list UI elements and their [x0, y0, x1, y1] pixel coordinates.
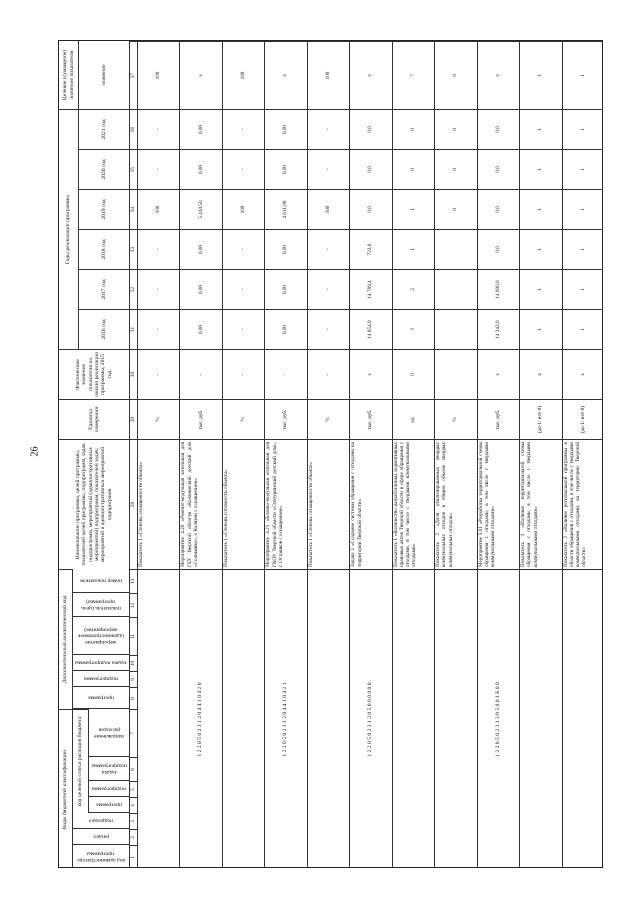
- table-cell-target: x: [179, 41, 221, 109]
- table-cell-y2017: 1: [519, 269, 561, 309]
- table-cell-fact: -: [179, 349, 221, 399]
- table-cell-fact: x: [519, 349, 561, 399]
- table-cell-y2019: 5 410,50: [179, 189, 221, 229]
- column-number: 2: [129, 829, 137, 845]
- table-cell-y2016: 14 854,9: [349, 309, 391, 349]
- table-cell-y2021: 0,0: [349, 109, 391, 149]
- table-cell-name: Показатель 2 «Наличие региональной программы в области обращения с отходами, в том числе с твердыми коммунальными отходами, на территории Тверской области»: [562, 439, 603, 569]
- table-cell-code: [519, 569, 561, 868]
- table-cell-y2017: -: [137, 269, 179, 309]
- table-cell-y2020: 0,00: [264, 149, 306, 189]
- table-cell-fact: x: [477, 349, 519, 399]
- table-cell-code: 1 2 2 0 5 0 2 3 1 2 0 5 0 0 0 0 0 0: [349, 569, 391, 868]
- header-2021: 2021 год: [79, 109, 129, 149]
- table-cell-code: 1 2 2 0 5 0 2 3 1 2 0 5 0 0 1 Б 0 0: [477, 569, 519, 868]
- table-cell-name: Задача 5 «Создание системы обращения с отходами на территории Тверской области»: [349, 439, 391, 569]
- header-subsection: подраздел: [73, 813, 129, 829]
- header-admin-code: код администратора программы: [73, 845, 129, 868]
- table-cell-y2020: -: [222, 149, 264, 189]
- table-cell-y2020: 1: [519, 149, 561, 189]
- table-cell-y2018: 723,6: [349, 229, 391, 269]
- column-number: 35: [129, 149, 137, 189]
- table-cell-y2017: 0,00: [264, 269, 306, 309]
- table-cell-y2021: -: [307, 109, 349, 149]
- header-value: значение: [100, 64, 107, 86]
- table-cell-y2018: 1: [562, 229, 603, 269]
- table-cell-y2021: 0: [434, 109, 476, 149]
- column-number: 13: [129, 569, 137, 593]
- header-task-subprogram: задача подпрограммы: [89, 757, 129, 781]
- table-cell-target: 100: [137, 41, 179, 109]
- table-cell-name: Показатель 1 «Степень готовности объекта»: [222, 439, 264, 569]
- header-subprogram: подпрограмма: [89, 781, 129, 797]
- column-number: 9: [129, 671, 137, 687]
- column-number: 37: [129, 41, 137, 109]
- table-cell-unit: тыс. руб.: [477, 399, 519, 439]
- header-target-article: код целевой статьи расходов бюджета: [73, 709, 89, 813]
- header-kp-indicator-type: показатель (цель программы): [73, 593, 129, 617]
- table-cell-y2019: 1: [562, 189, 603, 229]
- table-cell-target: x: [477, 41, 519, 109]
- table-cell-y2017: 2: [392, 269, 434, 309]
- table-cell-unit: ед.: [392, 399, 434, 439]
- table-cell-code: [434, 569, 476, 868]
- table-cell-y2020: 0,0: [477, 149, 519, 189]
- header-years: Годы реализации программы: [59, 109, 79, 349]
- table-cell-y2020: 1: [562, 149, 603, 189]
- table-cell-y2017: 14 789,4: [349, 269, 391, 309]
- header-2017: 2017 год: [79, 269, 129, 309]
- table-cell-y2016: -: [307, 309, 349, 349]
- table-cell-unit: %: [434, 399, 476, 439]
- header-kp-subprogram: подпрограмма: [73, 671, 129, 687]
- header-codes-budget: Коды бюджетной классификации: [59, 709, 73, 868]
- table-cell-code: [137, 569, 179, 868]
- column-number: 5: [129, 781, 137, 797]
- table-cell-y2019: 1: [392, 189, 434, 229]
- table-cell-target: x: [264, 41, 306, 109]
- table-cell-target: 0: [434, 41, 476, 109]
- table-cell-name: Показатель 1 «Наличие территориальной схемы обращения с отходами, в том числе с твердыми коммунальными отходами»: [519, 439, 561, 569]
- table-cell-fact: x: [562, 349, 603, 399]
- table-cell-y2019: 100: [137, 189, 179, 229]
- table-cell-y2017: 14 000,0: [477, 269, 519, 309]
- table-cell-y2018: [434, 229, 476, 269]
- column-number: 11: [129, 617, 137, 655]
- column-number: 31: [129, 309, 137, 349]
- column-number: 1: [129, 845, 137, 868]
- table-cell-fact: 0: [392, 349, 434, 399]
- table-cell-y2018: -: [222, 229, 264, 269]
- table-cell-name: Показатель 1 «Количество разработанных нормативных правовых актов Тверской области в сфере обращения с отходами, в том числе с твердыми коммунальными отходами»: [392, 439, 434, 569]
- header-2016: 2016 год: [79, 309, 129, 349]
- table-cell-y2016: 1: [562, 309, 603, 349]
- table-cell-code: [307, 569, 349, 868]
- table-cell-code: [222, 569, 264, 868]
- table-cell-y2021: -: [222, 109, 264, 149]
- table-cell-y2019: 100: [222, 189, 264, 229]
- table-cell-y2017: -: [222, 269, 264, 309]
- table-cell-y2020: -: [307, 149, 349, 189]
- table-cell-y2019: 0,0: [349, 189, 391, 229]
- table-cell-fact: -: [222, 349, 264, 399]
- table-cell-y2020: 0,00: [179, 149, 221, 189]
- table-cell-y2021: -: [137, 109, 179, 149]
- column-number: 8: [129, 687, 137, 709]
- table-cell-y2021: 0,00: [264, 109, 306, 149]
- table-cell-y2016: 0,00: [179, 309, 221, 349]
- table-cell-y2020: -: [137, 149, 179, 189]
- header-fact: Фактическое значение показателя на начало реализации программы, 2015 год: [59, 349, 129, 399]
- table-cell-y2019: 0,0: [477, 189, 519, 229]
- table-cell-y2020: 0: [392, 149, 434, 189]
- table-cell-y2017: -: [307, 269, 349, 309]
- table-cell-target: 7: [392, 41, 434, 109]
- table-cell-target: 100: [307, 41, 349, 109]
- column-number: 3: [129, 813, 137, 829]
- table-cell-y2019: 100: [307, 189, 349, 229]
- table-cell-target: x: [349, 41, 391, 109]
- header-2018: 2018 год: [79, 229, 129, 269]
- column-number: 33: [129, 229, 137, 269]
- table-cell-target: 1: [519, 41, 561, 109]
- table-cell-unit: тыс. руб.: [179, 399, 221, 439]
- header-kp-indicator-num: номер показателя: [73, 569, 129, 593]
- table-cell-unit: %: [137, 399, 179, 439]
- column-number: 29: [129, 399, 137, 439]
- table-cell-y2018: -: [307, 229, 349, 269]
- header-target: Целевое (суммарное) значение показателя: [59, 41, 79, 109]
- column-number: 30: [129, 349, 137, 399]
- table-cell-fact: -: [137, 349, 179, 399]
- header-kp-task: задача подпрограммы: [73, 655, 129, 671]
- header-section: раздел: [73, 829, 129, 845]
- table-cell-y2021: 0,00: [179, 109, 221, 149]
- table-cell-fact: -: [307, 349, 349, 399]
- table-cell-y2021: 0,0: [477, 109, 519, 149]
- table-cell-y2018: 1: [519, 229, 561, 269]
- table-cell-code: 1 2 2 0 5 0 2 3 1 2 0 4 4 1 0 4 2 0: [179, 569, 221, 868]
- table-cell-name: Показатель 1 «Степень оснащенности объекта»: [307, 439, 349, 569]
- table-cell-name: Показатель 1 «Степень оснащенности объекта»: [137, 439, 179, 569]
- table-cell-y2020: 0: [434, 149, 476, 189]
- table-cell-y2016: 3: [392, 309, 434, 349]
- table-cell-y2018: 1: [392, 229, 434, 269]
- table-cell-unit: %: [222, 399, 264, 439]
- column-number: 34: [129, 189, 137, 229]
- column-number: 32: [129, 269, 137, 309]
- table-cell-fact: x: [349, 349, 391, 399]
- column-number: 28: [129, 439, 137, 569]
- table-cell-y2021: 1: [562, 109, 603, 149]
- table-cell-fact: -: [264, 349, 306, 399]
- table-cell-y2016: 1: [519, 309, 561, 349]
- table-cell-y2021: 0: [392, 109, 434, 149]
- table-cell-y2019: 1: [519, 189, 561, 229]
- rotated-table: [59, 41, 603, 868]
- column-number: 36: [129, 109, 137, 149]
- table-cell-target: 100: [222, 41, 264, 109]
- header-unit: Единица измерения: [59, 399, 129, 439]
- table-cell-name: Мероприятие 4.20 «Ремонт-модульная котельная для ГБУ Тверской области «Калязинский детский дом «Солнышко», г. Калязин с оснащением»: [179, 439, 221, 569]
- header-2020: 2020 год: [79, 149, 129, 189]
- column-number: 6: [129, 757, 137, 781]
- table-cell-code: 1 2 2 0 5 0 2 3 1 2 0 4 4 1 0 4 2 1: [264, 569, 306, 868]
- table-cell-y2018: 0,00: [264, 229, 306, 269]
- header-program: программа: [89, 797, 129, 813]
- table-cell-y2016: 14 242,0: [477, 309, 519, 349]
- table-cell-y2018: 0,0: [477, 229, 519, 269]
- header-2019: 2019 год: [79, 189, 129, 229]
- table-cell-name: Показатель 2 «Доля утилизированных твердых коммунальных отходов в общем объеме твердых коммунальных отходов»: [434, 439, 476, 569]
- table-cell-y2017: [434, 269, 476, 309]
- table-cell-target: 1: [562, 41, 603, 109]
- header-expense-direction: направление расходов: [89, 709, 129, 757]
- table-cell-y2018: -: [137, 229, 179, 269]
- landscape-table-scan: [58, 40, 603, 868]
- header-kp-event: мероприятие (административное мероприятие): [73, 617, 129, 655]
- table-cell-code: [392, 569, 434, 868]
- table-cell-y2016: -: [222, 309, 264, 349]
- table-cell-y2016: [434, 309, 476, 349]
- table-cell-y2021: 1: [519, 109, 561, 149]
- table-cell-y2019: 4 611,90: [264, 189, 306, 229]
- table-cell-y2017: 0,00: [179, 269, 221, 309]
- table-cell-code: [562, 569, 603, 868]
- table-cell-y2017: 1: [562, 269, 603, 309]
- column-number: 12: [129, 593, 137, 617]
- table-cell-fact: [434, 349, 476, 399]
- table-cell-y2016: -: [137, 309, 179, 349]
- column-number: 4: [129, 797, 137, 813]
- header-extra-code: Дополнительный аналитический код: [59, 569, 73, 709]
- table-cell-name: Мероприятие 4.21 «Блочно-модульная котельная для ГКОУ Тверской области «Степуринский детский дом», г. Осташков с оснащением»: [264, 439, 306, 569]
- column-number: 10: [129, 655, 137, 671]
- column-number: 7: [129, 709, 137, 757]
- table-cell-y2019: 0: [434, 189, 476, 229]
- table-cell-unit: %: [307, 399, 349, 439]
- page-number: 26: [29, 446, 41, 457]
- table-cell-y2016: 0,00: [264, 309, 306, 349]
- table-cell-unit: (да-1/ нет-0): [519, 399, 561, 439]
- header-name: Наименование программы, целей программы, показателей целей программы, подпрограмм, задач подпрограмм, мероприятий (административных мероприятий) подпрограмм, показателей задач, мероприятий и административных мероприятий подпрограмм: [59, 439, 129, 569]
- header-kp-program: программа: [73, 687, 129, 709]
- table-cell-y2020: 0,0: [349, 149, 391, 189]
- table-cell-name: Мероприятие 5.01 «Разработка территориальной схемы обращения с отходами, в том числе с твердыми коммунальными отходами»: [477, 439, 519, 569]
- table-cell-y2018: 0,00: [179, 229, 221, 269]
- table-cell-unit: тыс. руб.: [349, 399, 391, 439]
- table-cell-unit: тыс. руб.: [264, 399, 306, 439]
- table-cell-unit: (да-1/ нет-0): [562, 399, 603, 439]
